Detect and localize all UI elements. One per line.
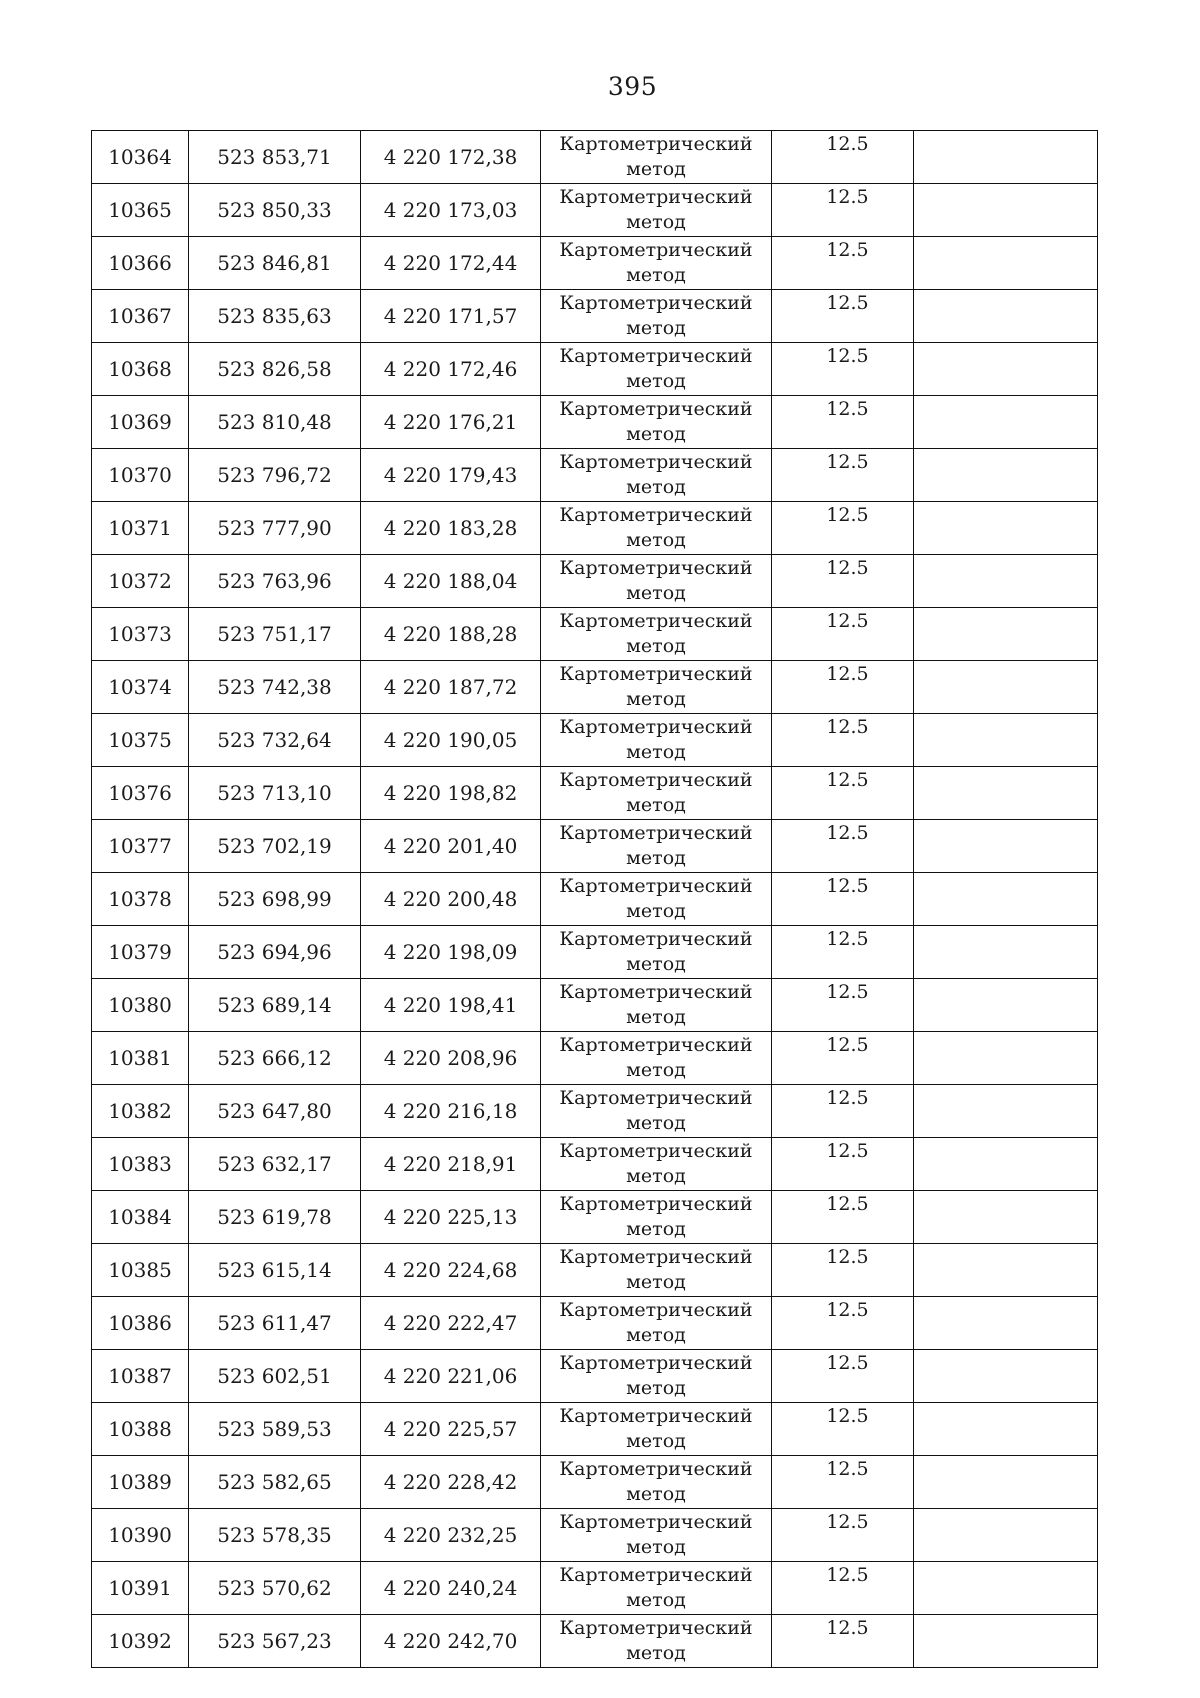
accuracy-cell: 12.5 <box>772 1562 914 1615</box>
point-number-cell: 10386 <box>92 1297 189 1350</box>
table-row <box>92 184 1098 237</box>
y-coordinate-cell: 4 220 222,47 <box>361 1297 541 1350</box>
table-row <box>92 290 1098 343</box>
point-number-cell: 10370 <box>92 449 189 502</box>
point-number-cell: 10389 <box>92 1456 189 1509</box>
note-cell <box>914 714 1098 767</box>
x-coordinate-cell: 523 763,96 <box>189 555 361 608</box>
table-row <box>92 1456 1098 1509</box>
accuracy-cell: 12.5 <box>772 237 914 290</box>
table-row <box>92 1032 1098 1085</box>
point-number-cell: 10375 <box>92 714 189 767</box>
accuracy-cell: 12.5 <box>772 1191 914 1244</box>
point-number-cell: 10369 <box>92 396 189 449</box>
y-coordinate-cell: 4 220 216,18 <box>361 1085 541 1138</box>
method-cell: Картометрический метод <box>541 1085 772 1138</box>
note-cell <box>914 820 1098 873</box>
table-row <box>92 555 1098 608</box>
note-cell <box>914 873 1098 926</box>
note-cell <box>914 1191 1098 1244</box>
note-cell <box>914 555 1098 608</box>
point-number-cell: 10379 <box>92 926 189 979</box>
method-cell: Картометрический метод <box>541 449 772 502</box>
point-number-cell: 10380 <box>92 979 189 1032</box>
table-row <box>92 1138 1098 1191</box>
accuracy-cell: 12.5 <box>772 1615 914 1668</box>
x-coordinate-cell: 523 611,47 <box>189 1297 361 1350</box>
table-row <box>92 820 1098 873</box>
note-cell <box>914 1562 1098 1615</box>
accuracy-cell: 12.5 <box>772 873 914 926</box>
table-row <box>92 979 1098 1032</box>
x-coordinate-cell: 523 666,12 <box>189 1032 361 1085</box>
x-coordinate-cell: 523 582,65 <box>189 1456 361 1509</box>
point-number-cell: 10371 <box>92 502 189 555</box>
note-cell <box>914 343 1098 396</box>
table-row <box>92 1085 1098 1138</box>
accuracy-cell: 12.5 <box>772 661 914 714</box>
point-number-cell: 10366 <box>92 237 189 290</box>
table-row <box>92 1191 1098 1244</box>
accuracy-cell: 12.5 <box>772 555 914 608</box>
point-number-cell: 10384 <box>92 1191 189 1244</box>
y-coordinate-cell: 4 220 176,21 <box>361 396 541 449</box>
accuracy-cell: 12.5 <box>772 1350 914 1403</box>
point-number-cell: 10385 <box>92 1244 189 1297</box>
y-coordinate-cell: 4 220 200,48 <box>361 873 541 926</box>
note-cell <box>914 1509 1098 1562</box>
point-number-cell: 10381 <box>92 1032 189 1085</box>
point-number-cell: 10376 <box>92 767 189 820</box>
accuracy-cell: 12.5 <box>772 290 914 343</box>
table-row <box>92 131 1098 184</box>
accuracy-cell: 12.5 <box>772 343 914 396</box>
x-coordinate-cell: 523 578,35 <box>189 1509 361 1562</box>
accuracy-cell: 12.5 <box>772 608 914 661</box>
point-number-cell: 10368 <box>92 343 189 396</box>
note-cell <box>914 1138 1098 1191</box>
point-number-cell: 10392 <box>92 1615 189 1668</box>
note-cell <box>914 449 1098 502</box>
x-coordinate-cell: 523 796,72 <box>189 449 361 502</box>
y-coordinate-cell: 4 220 183,28 <box>361 502 541 555</box>
table-row <box>92 1562 1098 1615</box>
y-coordinate-cell: 4 220 225,13 <box>361 1191 541 1244</box>
note-cell <box>914 608 1098 661</box>
method-cell: Картометрический метод <box>541 1509 772 1562</box>
x-coordinate-cell: 523 694,96 <box>189 926 361 979</box>
accuracy-cell: 12.5 <box>772 979 914 1032</box>
x-coordinate-cell: 523 853,71 <box>189 131 361 184</box>
table-row <box>92 1244 1098 1297</box>
method-cell: Картометрический метод <box>541 926 772 979</box>
method-cell: Картометрический метод <box>541 502 772 555</box>
point-number-cell: 10374 <box>92 661 189 714</box>
accuracy-cell: 12.5 <box>772 1085 914 1138</box>
x-coordinate-cell: 523 589,53 <box>189 1403 361 1456</box>
method-cell: Картометрический метод <box>541 237 772 290</box>
method-cell: Картометрический метод <box>541 131 772 184</box>
note-cell <box>914 131 1098 184</box>
x-coordinate-cell: 523 602,51 <box>189 1350 361 1403</box>
note-cell <box>914 1615 1098 1668</box>
y-coordinate-cell: 4 220 218,91 <box>361 1138 541 1191</box>
x-coordinate-cell: 523 732,64 <box>189 714 361 767</box>
table-row <box>92 767 1098 820</box>
accuracy-cell: 12.5 <box>772 449 914 502</box>
note-cell <box>914 1032 1098 1085</box>
note-cell <box>914 1403 1098 1456</box>
table-row <box>92 502 1098 555</box>
table-row <box>92 449 1098 502</box>
x-coordinate-cell: 523 615,14 <box>189 1244 361 1297</box>
y-coordinate-cell: 4 220 242,70 <box>361 1615 541 1668</box>
table-row <box>92 873 1098 926</box>
y-coordinate-cell: 4 220 171,57 <box>361 290 541 343</box>
x-coordinate-cell: 523 742,38 <box>189 661 361 714</box>
y-coordinate-cell: 4 220 221,06 <box>361 1350 541 1403</box>
table-row <box>92 343 1098 396</box>
table-row <box>92 714 1098 767</box>
note-cell <box>914 184 1098 237</box>
note-cell <box>914 979 1098 1032</box>
point-number-cell: 10372 <box>92 555 189 608</box>
y-coordinate-cell: 4 220 188,28 <box>361 608 541 661</box>
table-row <box>92 237 1098 290</box>
y-coordinate-cell: 4 220 190,05 <box>361 714 541 767</box>
x-coordinate-cell: 523 835,63 <box>189 290 361 343</box>
point-number-cell: 10373 <box>92 608 189 661</box>
accuracy-cell: 12.5 <box>772 1456 914 1509</box>
point-number-cell: 10365 <box>92 184 189 237</box>
x-coordinate-cell: 523 777,90 <box>189 502 361 555</box>
y-coordinate-cell: 4 220 198,09 <box>361 926 541 979</box>
accuracy-cell: 12.5 <box>772 1244 914 1297</box>
x-coordinate-cell: 523 850,33 <box>189 184 361 237</box>
note-cell <box>914 290 1098 343</box>
accuracy-cell: 12.5 <box>772 1138 914 1191</box>
method-cell: Картометрический метод <box>541 1138 772 1191</box>
x-coordinate-cell: 523 713,10 <box>189 767 361 820</box>
y-coordinate-cell: 4 220 173,03 <box>361 184 541 237</box>
point-number-cell: 10364 <box>92 131 189 184</box>
x-coordinate-cell: 523 702,19 <box>189 820 361 873</box>
method-cell: Картометрический метод <box>541 873 772 926</box>
point-number-cell: 10391 <box>92 1562 189 1615</box>
note-cell <box>914 237 1098 290</box>
x-coordinate-cell: 523 689,14 <box>189 979 361 1032</box>
note-cell <box>914 396 1098 449</box>
y-coordinate-cell: 4 220 232,25 <box>361 1509 541 1562</box>
table-row <box>92 1615 1098 1668</box>
point-number-cell: 10390 <box>92 1509 189 1562</box>
accuracy-cell: 12.5 <box>772 184 914 237</box>
note-cell <box>914 502 1098 555</box>
method-cell: Картометрический метод <box>541 1032 772 1085</box>
y-coordinate-cell: 4 220 224,68 <box>361 1244 541 1297</box>
y-coordinate-cell: 4 220 225,57 <box>361 1403 541 1456</box>
x-coordinate-cell: 523 647,80 <box>189 1085 361 1138</box>
method-cell: Картометрический метод <box>541 979 772 1032</box>
accuracy-cell: 12.5 <box>772 131 914 184</box>
method-cell: Картометрический метод <box>541 290 772 343</box>
note-cell <box>914 1456 1098 1509</box>
y-coordinate-cell: 4 220 198,41 <box>361 979 541 1032</box>
table-row <box>92 1297 1098 1350</box>
method-cell: Картометрический метод <box>541 661 772 714</box>
point-number-cell: 10367 <box>92 290 189 343</box>
y-coordinate-cell: 4 220 187,72 <box>361 661 541 714</box>
accuracy-cell: 12.5 <box>772 820 914 873</box>
y-coordinate-cell: 4 220 172,38 <box>361 131 541 184</box>
accuracy-cell: 12.5 <box>772 502 914 555</box>
point-number-cell: 10388 <box>92 1403 189 1456</box>
method-cell: Картометрический метод <box>541 714 772 767</box>
table-row <box>92 661 1098 714</box>
coordinates-table-body <box>92 131 1098 1668</box>
point-number-cell: 10382 <box>92 1085 189 1138</box>
accuracy-cell: 12.5 <box>772 1297 914 1350</box>
y-coordinate-cell: 4 220 208,96 <box>361 1032 541 1085</box>
note-cell <box>914 1297 1098 1350</box>
point-number-cell: 10387 <box>92 1350 189 1403</box>
accuracy-cell: 12.5 <box>772 714 914 767</box>
x-coordinate-cell: 523 810,48 <box>189 396 361 449</box>
method-cell: Картометрический метод <box>541 343 772 396</box>
coordinates-table <box>91 130 1098 1668</box>
note-cell <box>914 1244 1098 1297</box>
x-coordinate-cell: 523 751,17 <box>189 608 361 661</box>
y-coordinate-cell: 4 220 172,46 <box>361 343 541 396</box>
y-coordinate-cell: 4 220 179,43 <box>361 449 541 502</box>
table-row <box>92 396 1098 449</box>
note-cell <box>914 767 1098 820</box>
method-cell: Картометрический метод <box>541 1191 772 1244</box>
accuracy-cell: 12.5 <box>772 767 914 820</box>
x-coordinate-cell: 523 698,99 <box>189 873 361 926</box>
table-row <box>92 608 1098 661</box>
method-cell: Картометрический метод <box>541 1244 772 1297</box>
x-coordinate-cell: 523 567,23 <box>189 1615 361 1668</box>
table-row <box>92 926 1098 979</box>
table-row <box>92 1509 1098 1562</box>
x-coordinate-cell: 523 619,78 <box>189 1191 361 1244</box>
note-cell <box>914 926 1098 979</box>
note-cell <box>914 1350 1098 1403</box>
method-cell: Картометрический метод <box>541 1350 772 1403</box>
point-number-cell: 10378 <box>92 873 189 926</box>
y-coordinate-cell: 4 220 201,40 <box>361 820 541 873</box>
table-row <box>92 1350 1098 1403</box>
accuracy-cell: 12.5 <box>772 1509 914 1562</box>
y-coordinate-cell: 4 220 240,24 <box>361 1562 541 1615</box>
note-cell <box>914 1085 1098 1138</box>
y-coordinate-cell: 4 220 188,04 <box>361 555 541 608</box>
x-coordinate-cell: 523 846,81 <box>189 237 361 290</box>
x-coordinate-cell: 523 826,58 <box>189 343 361 396</box>
method-cell: Картометрический метод <box>541 555 772 608</box>
method-cell: Картометрический метод <box>541 1615 772 1668</box>
y-coordinate-cell: 4 220 228,42 <box>361 1456 541 1509</box>
point-number-cell: 10377 <box>92 820 189 873</box>
accuracy-cell: 12.5 <box>772 926 914 979</box>
page-number: 395 <box>607 72 658 101</box>
point-number-cell: 10383 <box>92 1138 189 1191</box>
table-row <box>92 1403 1098 1456</box>
note-cell <box>914 661 1098 714</box>
method-cell: Картометрический метод <box>541 1297 772 1350</box>
accuracy-cell: 12.5 <box>772 1403 914 1456</box>
method-cell: Картометрический метод <box>541 1403 772 1456</box>
method-cell: Картометрический метод <box>541 820 772 873</box>
method-cell: Картометрический метод <box>541 396 772 449</box>
method-cell: Картометрический метод <box>541 184 772 237</box>
method-cell: Картометрический метод <box>541 608 772 661</box>
x-coordinate-cell: 523 570,62 <box>189 1562 361 1615</box>
method-cell: Картометрический метод <box>541 1562 772 1615</box>
accuracy-cell: 12.5 <box>772 1032 914 1085</box>
method-cell: Картометрический метод <box>541 767 772 820</box>
y-coordinate-cell: 4 220 198,82 <box>361 767 541 820</box>
y-coordinate-cell: 4 220 172,44 <box>361 237 541 290</box>
x-coordinate-cell: 523 632,17 <box>189 1138 361 1191</box>
accuracy-cell: 12.5 <box>772 396 914 449</box>
method-cell: Картометрический метод <box>541 1456 772 1509</box>
